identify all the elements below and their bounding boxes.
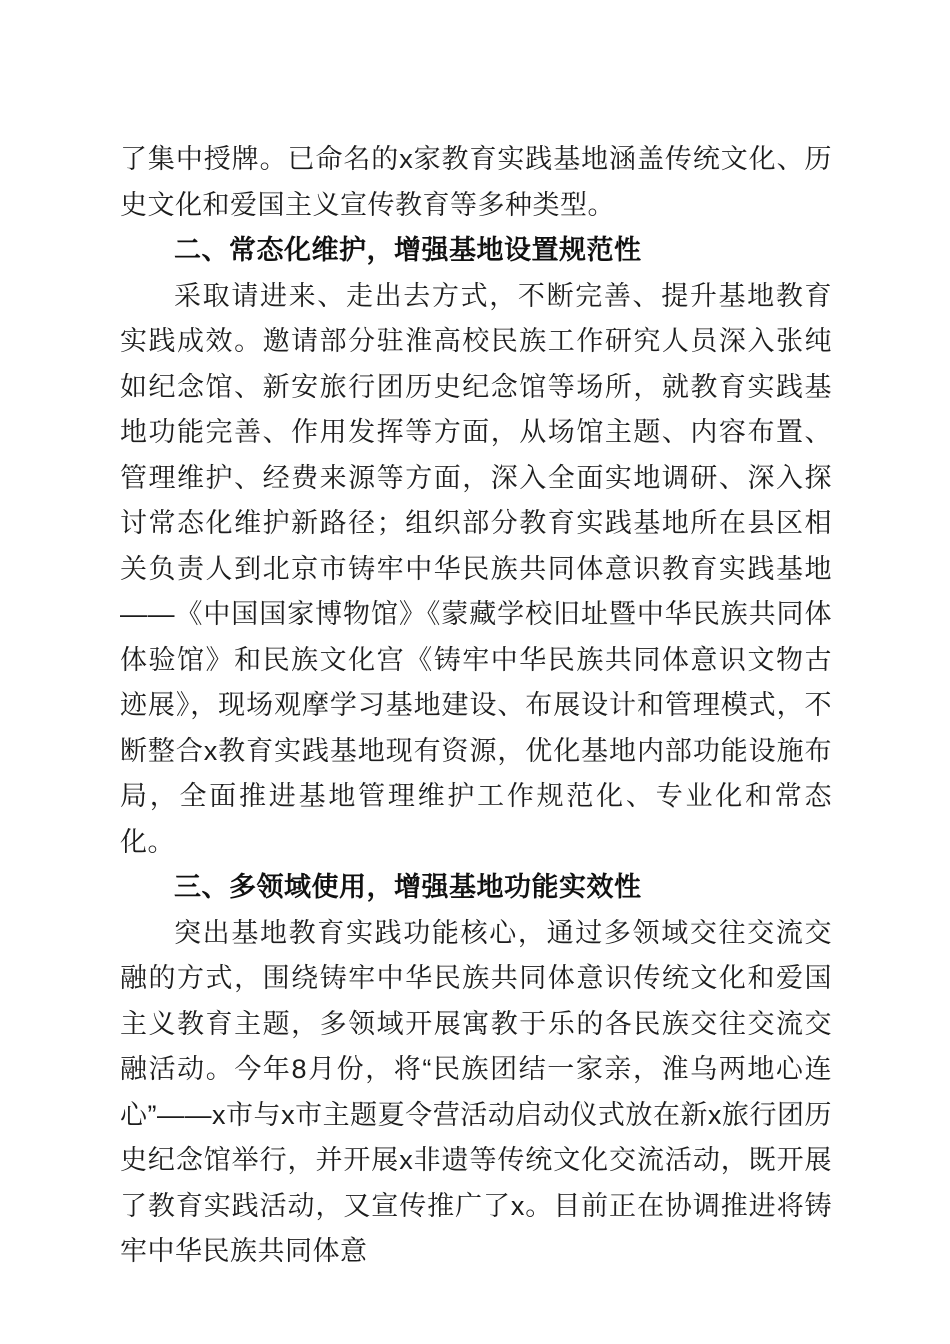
paragraph: 采取请进来、走出去方式，不断完善、提升基地教育实践成效。邀请部分驻淮高校民族工作研究人员深入张纯如纪念馆、新安旅行团历史纪念馆等场所，就教育实践基地功能完善、作用发挥等方面，从场馆主题、内容布置、管理维护、经费来源等方面，深入全面实地调研、深入探讨常态化维护新路径；组织部分教育实践基地所在县区相关负责人到北京市铸牢中华民族共同体意识教育实践基地——《中国国家博物馆》《蒙藏学校旧址暨中华民族共同体体验馆》和民族文化宫《铸牢中华民族共同体意识文物古迹展》，现场观摩学习基地建设、布展设计和管理模式，不断整合x教育实践基地现有资源，优化基地内部功能设施布局，全面推进基地管理维护工作规范化、专业化和常态化。: [120, 280, 832, 857]
paragraph: 突出基地教育实践功能核心，通过多领域交往交流交融的方式，围绕铸牢中华民族共同体意识传统文化和爱国主义教育主题，多领域开展寓教于乐的各民族交往交流交融活动。今年8月份，将“民族团结一家亲，淮乌两地心连心”——x市与x市主题夏令营活动启动仪式放在新x旅行团历史纪念馆举行，并开展x非遗等传统文化交流活动，既开展了教育实践活动，又宣传推广了x。目前正在协调推进将铸牢中华民族共同体意: [120, 917, 832, 1266]
document-body: [120, 137, 832, 1275]
section-heading: 二、常态化维护，增强基地设置规范性: [174, 235, 642, 265]
section-heading: 三、多领域使用，增强基地功能实效性: [174, 872, 642, 902]
paragraph: 了集中授牌。已命名的x家教育实践基地涵盖传统文化、历史文化和爱国主义宣传教育等多种类型。: [120, 144, 832, 220]
